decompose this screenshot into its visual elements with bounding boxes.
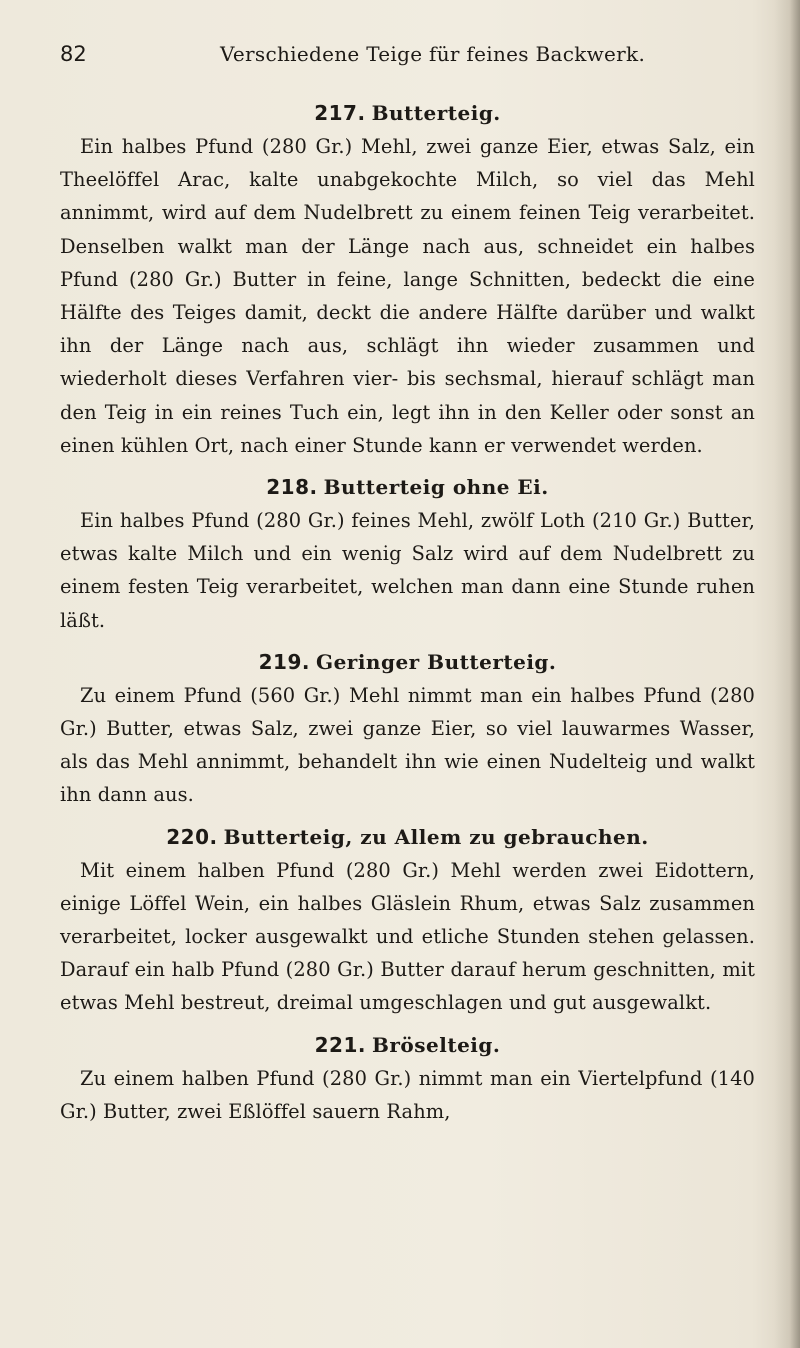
recipe-number: 217. — [314, 101, 366, 125]
page-body — [60, 96, 755, 1136]
page-edge-shadow — [774, 0, 800, 1348]
recipe-name: Butterteig, zu Allem zu gebrauchen. — [223, 824, 649, 849]
running-title: Verschiedene Teige für feines Backwerk. — [220, 42, 646, 66]
recipe-text: Ein halbes Pfund (280 Gr.) feines Mehl, zwölf Loth (210 Gr.) Butter, etwas kalte Milch und ein wenig Salz wird auf dem Nudelbrett zu einem festen Teig verarbeitet, welchen man dann eine Stunde ruhen läßt. — [60, 509, 755, 632]
recipe-219 — [60, 645, 755, 812]
recipe-text: Zu einem halben Pfund (280 Gr.) nimmt man ein Viertelpfund (140 Gr.) Butter, zwei Eßlöffel sauern Rahm, — [60, 1066, 755, 1123]
recipe-title — [60, 96, 755, 130]
recipe-name: Geringer Butterteig. — [315, 649, 557, 674]
recipe-217 — [60, 96, 755, 462]
recipe-number: 221. — [314, 1032, 366, 1057]
recipe-title — [60, 820, 755, 854]
recipe-220 — [60, 820, 755, 1020]
recipe-name: Butterteig ohne Ei. — [323, 475, 549, 500]
recipe-title — [60, 470, 755, 504]
recipe-number: 218. — [266, 475, 318, 500]
recipe-title — [60, 1028, 755, 1062]
recipe-name: Butterteig. — [371, 101, 501, 125]
recipe-number: 220. — [166, 824, 218, 849]
page-number: 82 — [60, 42, 87, 66]
recipe-title — [60, 645, 755, 679]
page-header — [60, 42, 750, 72]
recipe-221 — [60, 1028, 755, 1128]
recipe-number: 219. — [258, 649, 310, 674]
recipe-text: Mit einem halben Pfund (280 Gr.) Mehl werden zwei Eidottern, einige Löffel Wein, ein halbes Gläslein Rhum, etwas Salz zusammen verarbeitet, locker ausgewalkt und etliche Stunden stehen gelassen. Darauf ein halb Pfund (280 Gr.) Butter darauf herum geschnitten, mit etwas Mehl bestreut, dreimal umgeschlagen und gut ausgewalkt. — [60, 858, 755, 1015]
recipe-text: Ein halbes Pfund (280 Gr.) Mehl, zwei ganze Eier, etwas Salz, ein Theelöffel Arac, kalte unabgekochte Milch, so viel das Mehl annimmt, wird auf dem Nudelbrett zu einem feinen Teig verarbeitet. Denselben walkt man der Länge nach aus, schneidet ein halbes Pfund (280 Gr.) Butter in feine, lange Schnitten, bedeckt die eine Hälfte des Teiges damit, deckt die andere Hälfte darüber und walkt ihn der Länge nach aus, schlägt ihn wieder zusammen und wiederholt dieses Verfahren vier- bis sechsmal, hierauf schlägt man den Teig in ein reines Tuch ein, legt ihn in den Keller oder sonst an einen kühlen Ort, nach einer Stunde kann er verwendet werden. — [60, 135, 755, 457]
recipe-text: Zu einem Pfund (560 Gr.) Mehl nimmt man ein halbes Pfund (280 Gr.) Butter, etwas Salz, zwei ganze Eier, so viel lauwarmes Wasser, als das Mehl annimmt, behandelt ihn wie einen Nudelteig und walkt ihn dann aus. — [60, 683, 755, 807]
recipe-name: Bröselteig. — [371, 1032, 501, 1057]
recipe-218 — [60, 470, 755, 637]
